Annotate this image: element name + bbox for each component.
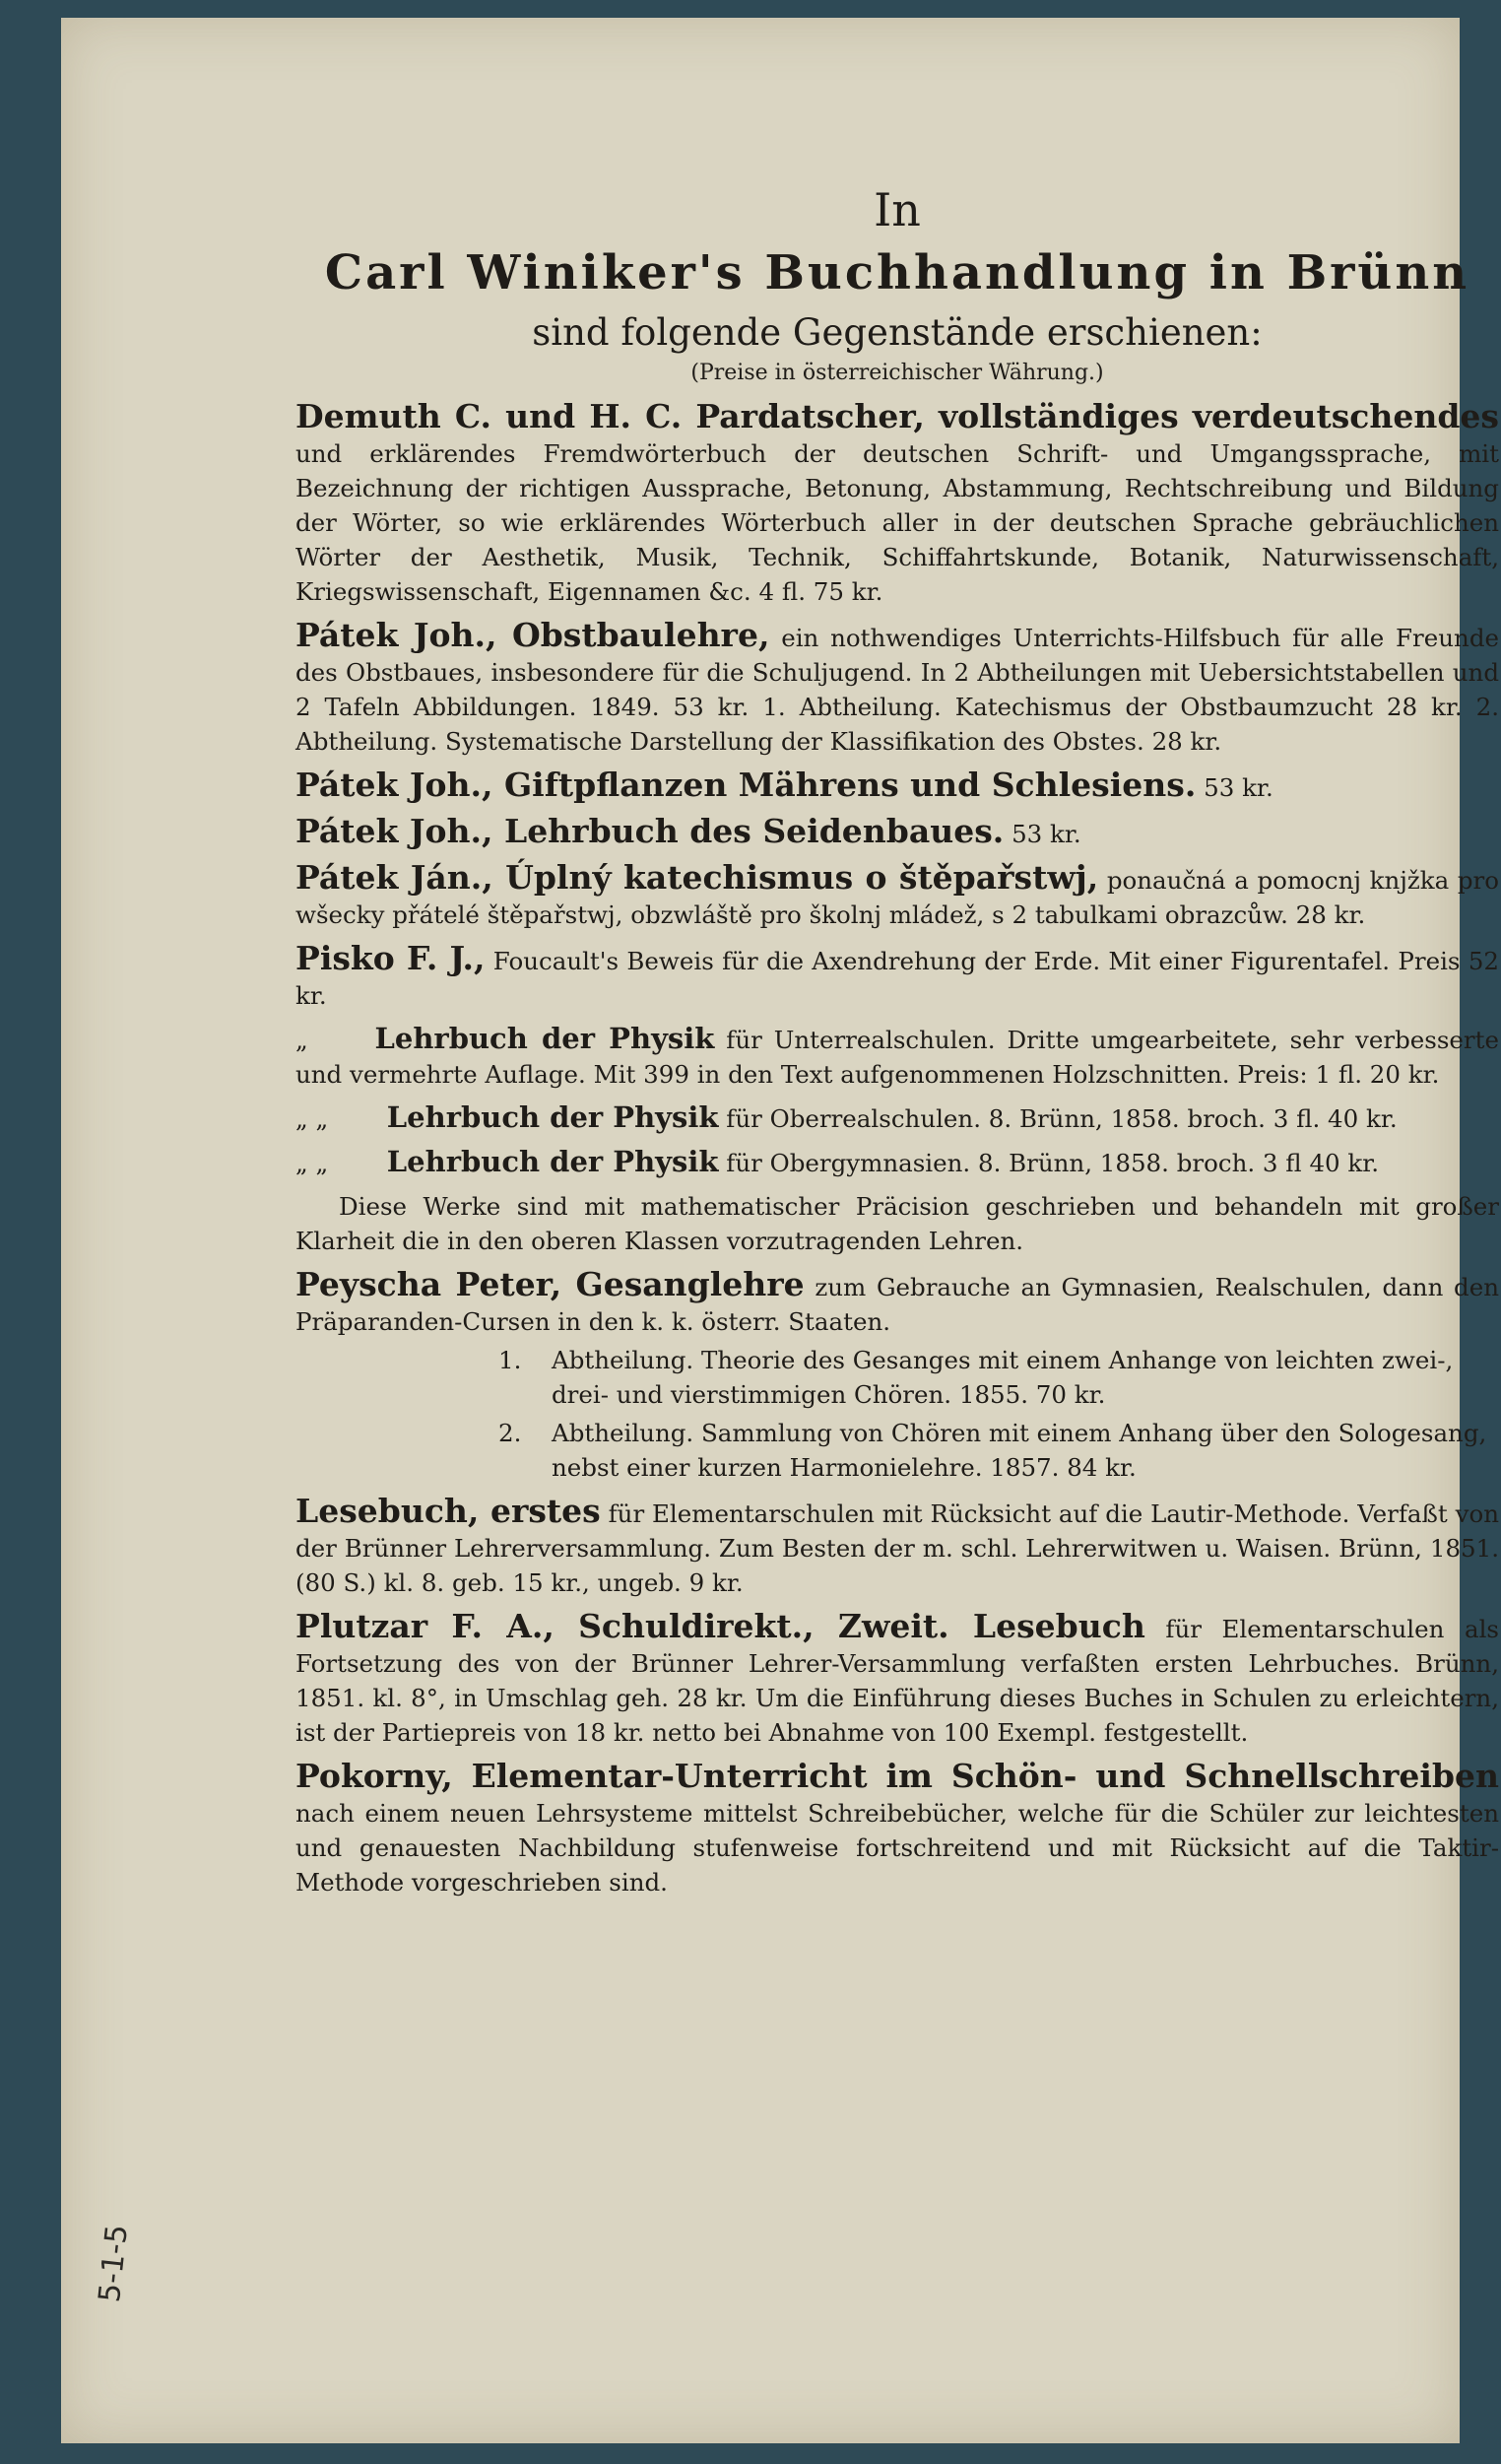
entry-patek-giftpflanzen — [295, 767, 1499, 805]
entry-demuth — [295, 399, 1499, 609]
price-note: (Preise in österreichischer Währung.) — [690, 361, 1104, 385]
entry-head: Peyscha Peter, Gesanglehre — [295, 1265, 805, 1303]
entry-head: Lesebuch, erstes — [295, 1492, 601, 1530]
heading-in: In — [874, 183, 921, 236]
entry-patek-seidenbau — [295, 814, 1499, 851]
entry-pisko-physik-oberreal — [295, 1100, 1499, 1136]
entry-head: Pátek Joh., Obstbaulehre, — [295, 616, 770, 654]
entry-body: ein nothwendiges Unterrichts-Hilfsbuch für alle Freunde des Obstbaues, insbesondere für die Schuljugend. In 2 Abtheilungen mit Uebersichtstabellen und 2 Tafeln Abbildungen. 1849. 53 kr. 1. Abtheilung. Katechismus der Obstbaumzucht 28 kr. 2. Abtheilung. Systematische Darstellung der Klassifikation des Obstes. 28 kr. — [295, 624, 1499, 756]
entry-pisko-physik-unterreal — [295, 1022, 1499, 1092]
entry-head: Lehrbuch der Physik — [386, 1145, 719, 1178]
margin-handwriting: 5-1-5 — [92, 2223, 135, 2304]
entry-head: Lehrbuch der Physik — [374, 1022, 715, 1055]
entry-head: Lehrbuch der Physik — [386, 1100, 719, 1134]
entry-body: für Elementarschulen mit Rücksicht auf die Lautir-Methode. Verfaßt von der Brünner Lehrerversammlung. Zum Besten der m. schl. Lehrerwitwen u. Waisen. Brünn, 1851. (80 S.) kl. 8. geb. 15 kr., ungeb. 9 kr. — [295, 1499, 1499, 1597]
entry-body: und erklärendes Fremdwörterbuch der deutschen Schrift- und Umgangssprache, mit Bezeichnung der richtigen Aussprache, Betonung, Abstammung, Rechtschreibung und Bildung der Wörter, so wie erklärendes Wörterbuch aller in der deutschen Sprache gebräuchlichen Wörter der Aesthetik, Musik, Technik, Schiffahrtskunde, Botanik, Naturwissenschaft, Kriegswissenschaft, Eigennamen &c. 4 fl. 75 kr. — [295, 439, 1499, 606]
entry-head: Demuth C. und H. C. Pardatscher, vollständiges verdeutschendes — [295, 397, 1499, 435]
entry-pokorny — [295, 1759, 1499, 1899]
entry-head: Pátek Ján., Úplný katechismus o štěpařstwj, — [295, 858, 1099, 897]
page-content — [295, 183, 1499, 1899]
subtitle: sind folgende Gegenstände erschienen: — [532, 311, 1263, 354]
entry-body: für Elementarschulen als Fortsetzung des von der Brünner Lehrer-Versammlung verfaßten ersten Lehrbuches. Brünn, 1851. kl. 8°, in Umschlag geh. 28 kr. Um die Einführung dieses Buches in Schulen zu erleichtern, ist der Partiepreis von 18 kr. netto bei Abnahme von 100 Exempl. festgestellt. — [295, 1615, 1499, 1747]
entry-body: Diese Werke sind mit mathematischer Präcision geschrieben und behandeln mit großer Klarheit die in den oberen Klassen vorzutragenden Lehren. — [295, 1192, 1499, 1255]
peyscha-part-2 — [498, 1416, 1499, 1485]
entry-head: Pisko F. J., — [295, 939, 486, 977]
publisher-title: Carl Winiker's Buchhandlung in Brünn — [324, 245, 1470, 300]
entry-body: zum Gebrauche an Gymnasien, Realschulen, dann den Präparanden-Cursen in den k. k. österr. Staaten. — [295, 1273, 1500, 1336]
peyscha-part-1 — [498, 1343, 1499, 1412]
part-text: Abtheilung. Theorie des Gesanges mit einem Anhange von leichten zwei-, drei- und vierstimmigen Chören. 1855. 70 kr. — [552, 1346, 1454, 1409]
part-number: 2. — [498, 1419, 522, 1447]
ditto-mark: „ „ — [295, 1104, 329, 1133]
ditto-mark: „ — [295, 1026, 308, 1054]
entry-lesebuch — [295, 1494, 1499, 1600]
entry-head: Plutzar F. A., Schuldirekt., Zweit. Lesebuch — [295, 1607, 1145, 1645]
entry-body: 53 kr. — [1204, 773, 1273, 802]
entry-body: für Unterrealschulen. Dritte umgearbeitete, sehr verbesserte und vermehrte Auflage. Mit 399 in den Text aufgenommenen Holzschnitten. Preis: 1 fl. 20 kr. — [295, 1026, 1499, 1089]
part-text: Abtheilung. Sammlung von Chören mit einem Anhang über den Sologesang, nebst einer kurzen Harmonielehre. 1857. 84 kr. — [552, 1419, 1487, 1482]
ditto-mark: „ „ — [295, 1149, 329, 1177]
entry-body: ponaučná a pomocnj knjžka pro wšecky přátelé štěpařstwj, obzwláště pro školnj mládež, s 2 tabulkami obrazcůw. 28 kr. — [295, 866, 1499, 929]
entry-pisko-physik-obergym — [295, 1145, 1499, 1180]
page-sheet — [61, 18, 1500, 2443]
entry-body: nach einem neuen Lehrsysteme mittelst Schreibebücher, welche für die Schüler zur leichtesten und genauesten Nachbildung stufenweise fortschreitend und mit Rücksicht auf die Taktir-Methode vorgeschrieben sind. — [295, 1799, 1499, 1897]
entry-patek-katechismus — [295, 860, 1499, 932]
entry-body: für Obergymnasien. 8. Brünn, 1858. broch. 3 fl 40 kr. — [726, 1149, 1380, 1177]
entry-peyscha — [295, 1267, 1499, 1339]
part-number: 1. — [498, 1346, 522, 1374]
entry-head: Pátek Joh., Giftpflanzen Mährens und Schlesiens. — [295, 766, 1197, 804]
entry-body: 53 kr. — [1012, 820, 1081, 848]
entry-patek-obstbaulehre — [295, 618, 1499, 759]
entry-head: Pátek Joh., Lehrbuch des Seidenbaues. — [295, 812, 1005, 850]
pisko-note — [295, 1189, 1499, 1258]
entry-head: Pokorny, Elementar-Unterricht im Schön- und Schnellschreiben — [295, 1757, 1499, 1795]
entry-pisko-foucault — [295, 941, 1499, 1013]
entry-plutzar — [295, 1609, 1499, 1750]
entry-body: für Oberrealschulen. 8. Brünn, 1858. broch. 3 fl. 40 kr. — [726, 1104, 1398, 1133]
entry-body: Foucault's Beweis für die Axendrehung der Erde. Mit einer Figurentafel. Preis 52 kr. — [295, 947, 1499, 1010]
